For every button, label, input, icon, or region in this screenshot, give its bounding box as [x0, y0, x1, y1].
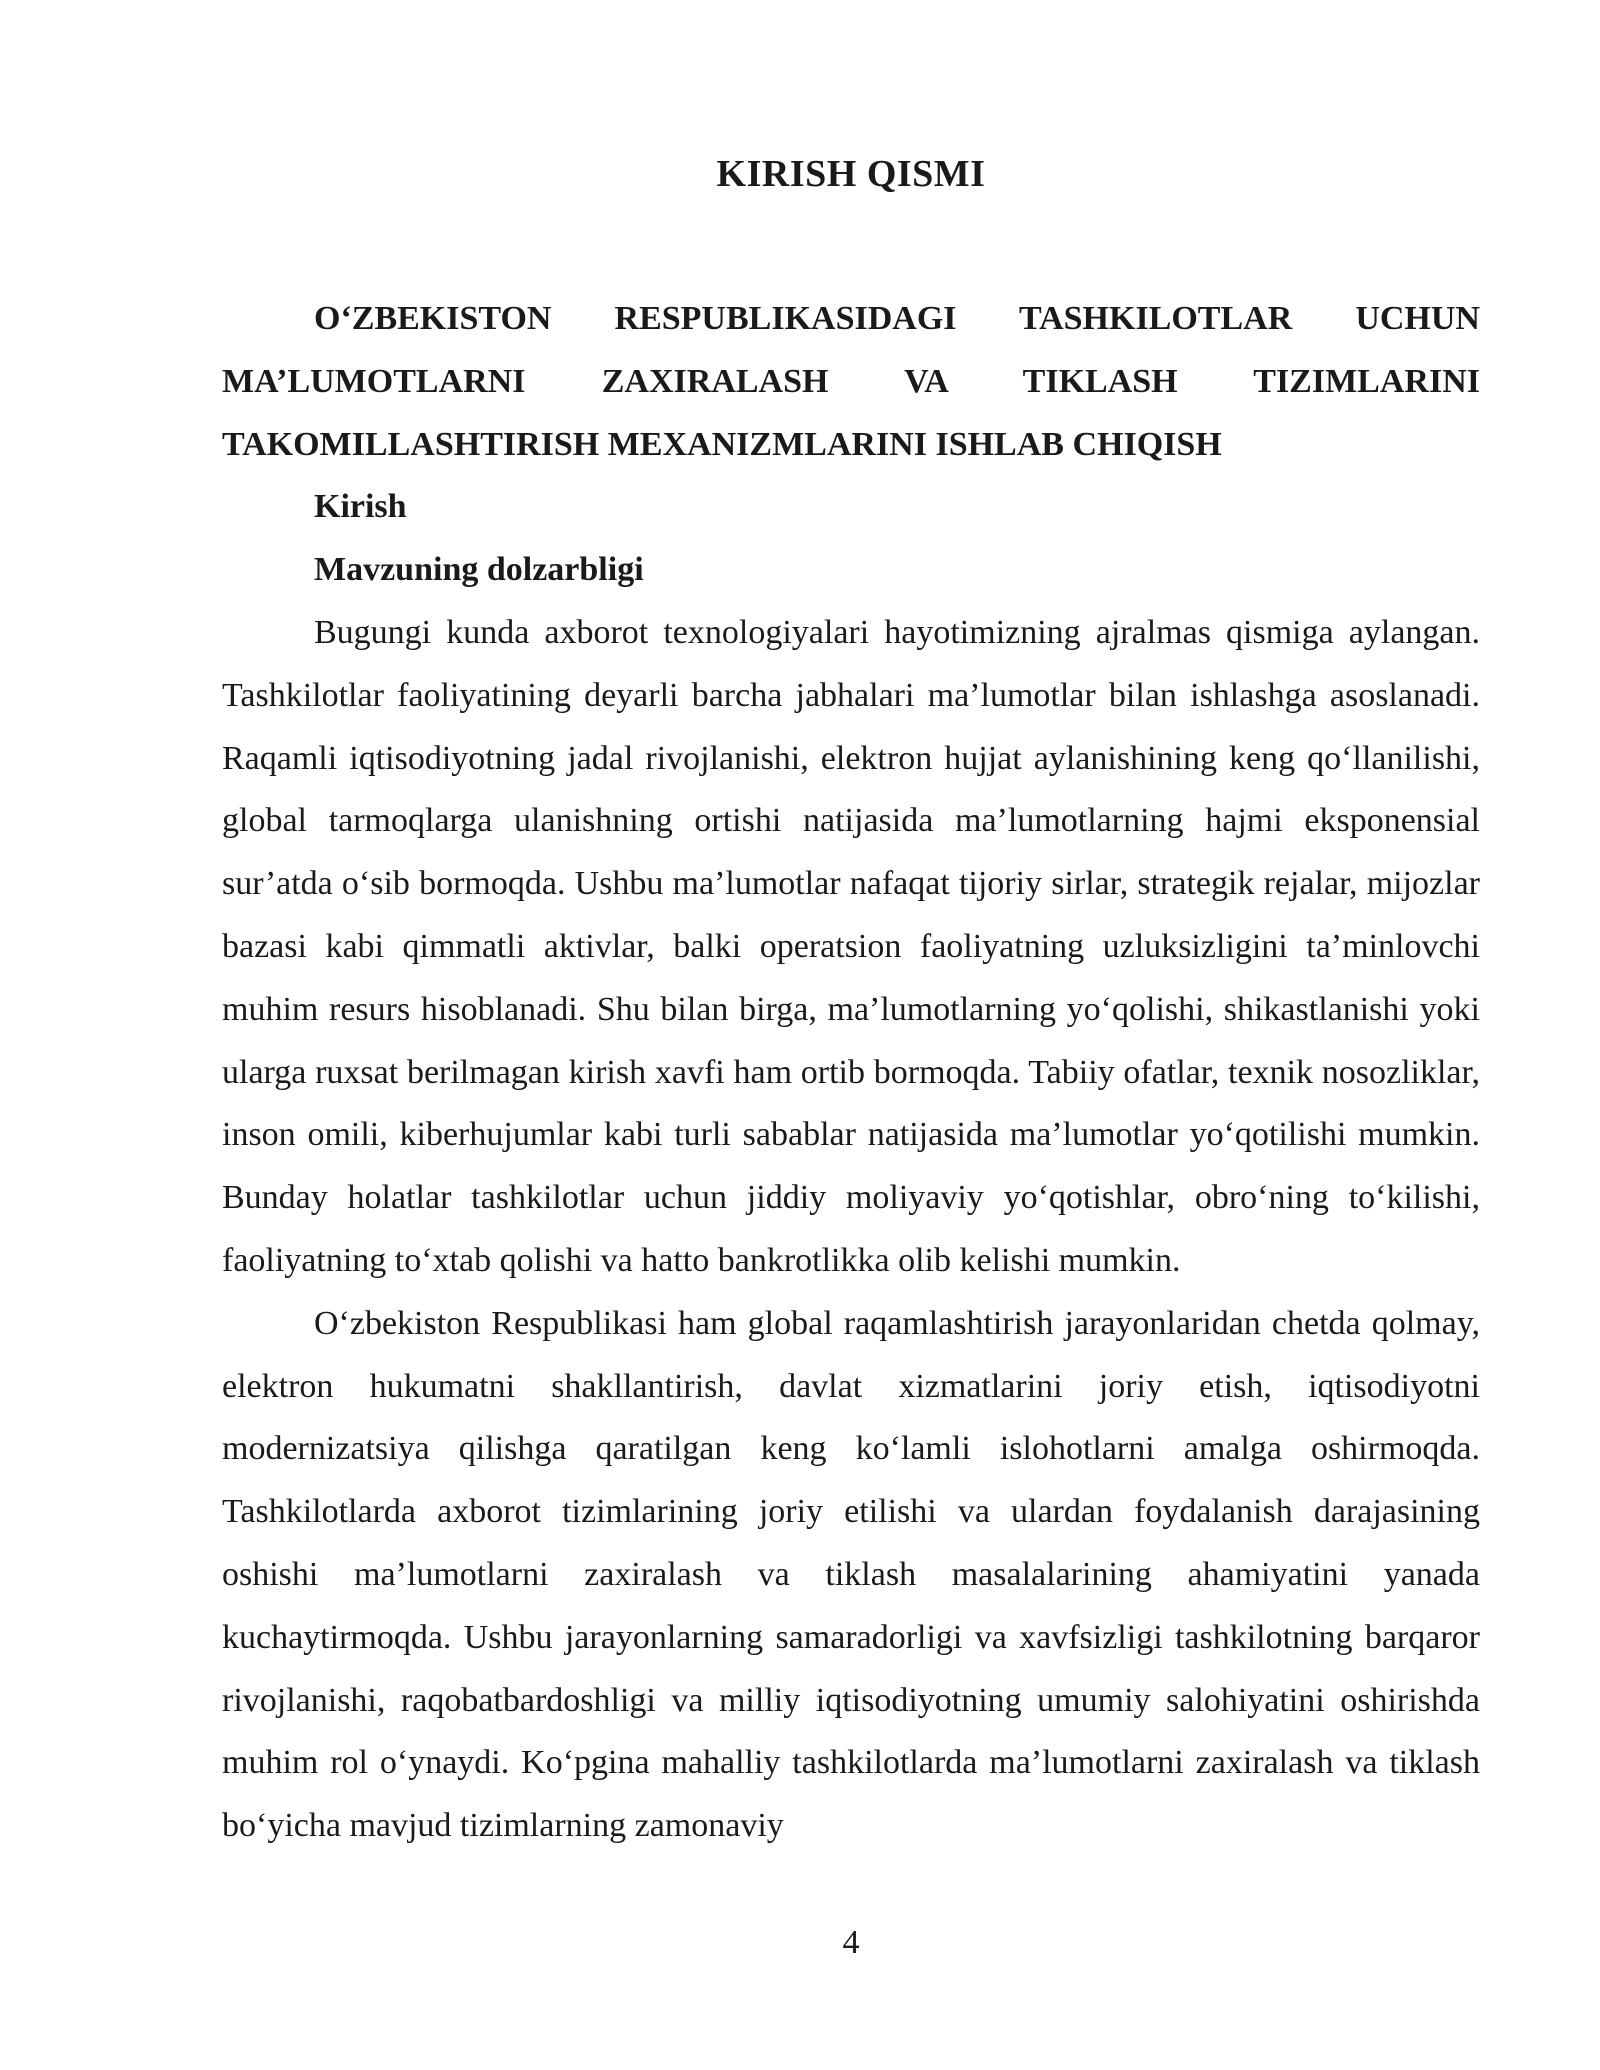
- page-title: KIRISH QISMI: [716, 153, 986, 195]
- document-page: [222, 0, 1480, 2070]
- page-number: 4: [842, 1924, 860, 1961]
- section-heading: Kirish: [314, 488, 407, 526]
- paragraph-2: O‘zbekiston Respublikasi ham global raqamlashtirish jarayonlaridan chetda qolmay, elektron hukumatni shakllantirish, davlat xizmatlarini joriy etish, iqtisodiyotni modernizatsiya qilishga qaratilgan keng ko‘lamli islohotlarni amalga oshirmoqda. Tashkilotlarda axborot tizimlarining joriy etilishi va ulardan foydalanish darajasining oshishi ma’lumotlarni zaxiralash va tiklash masalalarining ahamiyatini yanada kuchaytirmoqda. Ushbu jarayonlarning samaradorligi va xavfsizligi tashkilotning barqaror rivojlanishi, raqobatbardoshligi va milliy iqtisodiyotning umumiy salohiyatini oshirishda muhim rol o‘ynaydi. Ko‘pgina mahalliy tashkilotlarda ma’lumotlarni zaxiralash va tiklash bo‘yicha mavjud tizimlarning zamonaviy: [222, 1304, 1480, 1845]
- subsection-heading: Mavzuning dolzarbligi: [314, 551, 644, 589]
- topic-heading: O‘ZBEKISTON RESPUBLIKASIDAGI TASHKILOTLAR UCHUN MA’LUMOTLARNI ZAXIRALASH VA TIKLASH TIZIMLARINI TAKOMILLASHTIRISH MEXANIZMLARINI ISHLAB CHIQISH: [222, 300, 1480, 463]
- paragraph-1: Bugungi kunda axborot texnologiyalari hayotimizning ajralmas qismiga aylangan. Tashkilotlar faoliyatining deyarli barcha jabhalari ma’lumotlar bilan ishlashga asoslanadi. Raqamli iqtisodiyotning jadal rivojlanishi, elektron hujjat aylanishining keng qo‘llanilishi, global tarmoqlarga ulanishning ortishi natijasida ma’lumotlarning hajmi eksponensial sur’atda o‘sib bormoqda. Ushbu ma’lumotlar nafaqat tijoriy sirlar, strategik rejalar, mijozlar bazasi kabi qimmatli aktivlar, balki operatsion faoliyatning uzluksizligini ta’minlovchi muhim resurs hisoblanadi. Shu bilan birga, ma’lumotlarning yo‘qolishi, shikastlanishi yoki ularga ruxsat berilmagan kirish xavfi ham ortib bormoqda. Tabiiy ofatlar, texnik nosozliklar, inson omili, kiberhujumlar kabi turli sabablar natijasida ma’lumotlar yo‘qotilishi mumkin. Bunday holatlar tashkilotlar uchun jiddiy moliyaviy yo‘qotishlar, obro‘ning to‘kilishi, faoliyatning to‘xtab qolishi va hatto bankrotlikka olib kelishi mumkin.: [222, 613, 1480, 1279]
- document-body: [222, 288, 1480, 1858]
